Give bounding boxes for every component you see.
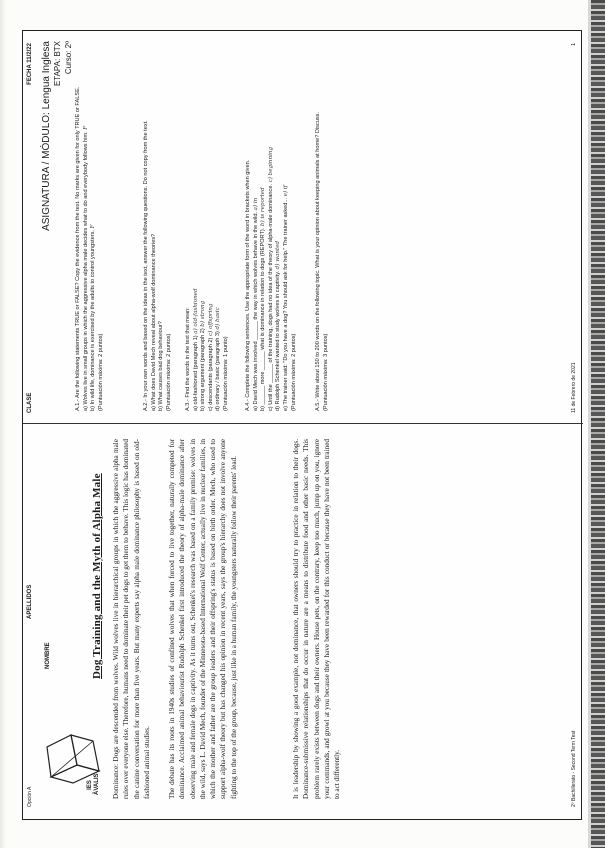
footer-date: 11 de Febrero de 2021 — [571, 362, 577, 413]
q2-item-b: b) What causes bad dog behaviour? — [158, 321, 165, 411]
apellidos-label: APELLIDOS — [27, 584, 33, 619]
scan-edge-strip — [591, 0, 605, 848]
exam-sheet — [22, 30, 582, 820]
q3-d-answer: d) basic — [215, 307, 222, 330]
clase-label: CLASE — [27, 392, 33, 413]
option-label: Opción A — [27, 786, 33, 807]
binding-fold — [0, 0, 6, 848]
q4-c-answer: c) beginning — [267, 146, 274, 183]
fecha-label: FECHA 11/2/22 — [27, 43, 33, 85]
subject-title: ASIGNATURA / MÓDULO: Lengua Inglesa — [41, 41, 52, 231]
class-date-row — [27, 43, 33, 413]
q2-title: A.2.- In your own words and based on the ideas in the text, answer the following questions. Do not copy from the text. — [143, 120, 149, 411]
q3-c-answer: c) offspring — [207, 303, 214, 337]
q4-d-answer: d) wanted — [275, 240, 282, 270]
q1-score: (Puntuación máxima: 2 puntos) — [97, 333, 104, 411]
question-2 — [143, 41, 173, 411]
q3-item-d: d) ordinary / basic (paragraph 3) d) basic — [215, 307, 222, 411]
paragraph-2: The debate has its roots in 1940s studies of confined wolves that when forced to live together, naturally competed for dominance. Acclaimed animal behaviourist Rudolph Schenkel first introduced the theory of alpha-male dominance after observing male and female dogs in captivity. As it turns out, Schenkel's research was based on a family promise: wolves in the wild, says L. David Mech, founder of the Minnesota-based International Wolf Center, actually live in nuclear families, in which the mother and father are the group leaders and their offspring's status is based on birth order. Mech, who used to support alpha-wolf theory but has changed his opinion in recent years, says the group's hierarchy does not involve anyone fighting to the top of the group, because, just like in a human family, the youngsters naturally follow their parents' lead. — [168, 439, 238, 799]
q3-b-answer: b) strong — [200, 300, 207, 327]
q4-item-e: e) The trainer said: "Do you have a dog? You should ask for help." The trainer asked... e) if — [282, 185, 289, 411]
q4-b-answer: b) is reported — [260, 187, 267, 227]
q3-a-answer: a) old-fashioned — [192, 288, 199, 334]
q2-item-a: a) What does David Mech reveal about alpha-wolf dominance theories? — [150, 233, 157, 411]
question-4 — [245, 41, 298, 411]
q1-b-answer: F — [90, 224, 97, 229]
q4-item-b: b) ______ more ______ what is dominance in relation to dogs (REPORT). b) is reported — [260, 187, 267, 411]
reading-title: Dog Training and the Myth of Alpha Male — [91, 473, 103, 679]
q4-score: (Puntuación máxima: 2 puntos) — [290, 333, 297, 411]
q4-item-a: a) David Mech was involved ______ the way in which wolves behave in the wild. a) in — [252, 197, 259, 411]
q1-item-b: b) In wild life, dominance is exercised by the adults to control youngsters. F — [90, 224, 97, 411]
questions-footer — [571, 43, 577, 413]
question-3 — [185, 41, 231, 411]
paragraph-1: Dominance: Dogs are descended from wolves. Wild wolves live in hierarchical groups in which the aggressive alpha male rules over everyone else. Therefore, humans need to dominate their pet dogs to get them to behave. This logic has dominated the canine conversation for more than five years. But many experts say alpha male dominance philosophy is based on old-fashioned animal studies. — [112, 439, 151, 799]
reading-column — [23, 424, 583, 819]
q2-score: (Puntuación máxima: 2 puntos) — [165, 333, 172, 411]
q5-title: A.5.- Write about 150 to 200 words on the following topic. What is your opinion about keeping animals at home? Discuss. — [315, 111, 321, 411]
q4-a-answer: a) in — [252, 197, 259, 211]
footer-test-name: 2º Bachillerato - Second Term Test — [571, 730, 577, 807]
q3-score: (Puntuación máxima: 1 punto) — [222, 336, 229, 411]
cube-logo-icon — [43, 727, 103, 807]
page-number: 1 — [571, 43, 577, 46]
q3-item-c: c) descendants (paragraph 2) c) offspring — [207, 303, 214, 411]
q1-title: A.1.- Are the following statements TRUE or FALSE? Copy the evidence from the text. No marks are given for only TRUE or FALSE. — [75, 86, 81, 411]
q4-item-c: c) Until the ______ of the training, dogs had no idea of the theory of alpha-male dominance. c) beginning — [267, 146, 274, 411]
nombre-label: NOMBRE — [45, 642, 51, 669]
q5-score: (Puntuación máxima: 3 puntos) — [322, 333, 329, 411]
q1-a-answer: F — [82, 125, 89, 130]
paragraph-3: It is leadership by showing a good example, not dominance, that owners should try to practice in relation to their dogs. Dominance-submissive relationships that do occur in nature are a means to distribute food and other basic needs. This problem rarely exists between dogs and their owners. House pets, on the contrary, keep too much, jump up on you, ignore your commands, and growl at you because they have been rewarded for this conduct or because they have not been trained to act differently. — [292, 439, 342, 799]
student-fields-2 — [45, 439, 51, 669]
q3-title: A.3.- Find the words in the text that mean: — [185, 307, 191, 411]
etapa-label: ETAPA: BTX — [53, 41, 62, 87]
q4-e-answer: e) if — [282, 185, 289, 197]
questions-column — [23, 31, 583, 423]
school-name: IES ÀVALIS — [87, 773, 100, 795]
question-5 — [315, 41, 330, 411]
question-1 — [75, 41, 105, 411]
q4-title: A.4.- Complete the following sentences. Use the appropriate form of the word in brackets when given. — [245, 159, 251, 411]
subject-header — [41, 41, 74, 413]
reading-footer — [571, 437, 577, 807]
q4-item-d: d) Rudolph Schenkel wanted to study wolves in captivity. d) wanted — [275, 240, 282, 411]
curso-label: Curso: 2º — [64, 41, 73, 75]
school-logo — [43, 687, 115, 807]
q3-item-b: b) strong argument (paragraph 2) b) strong — [200, 300, 207, 411]
q1-item-a: a) Wolves live in small groups in which the aggressive alpha male decides what to do and everybody follows him. F — [82, 125, 89, 411]
q3-item-a: a) old-fashioned (paragraph 1) a) old-fashioned — [192, 288, 199, 411]
student-fields — [27, 439, 33, 619]
